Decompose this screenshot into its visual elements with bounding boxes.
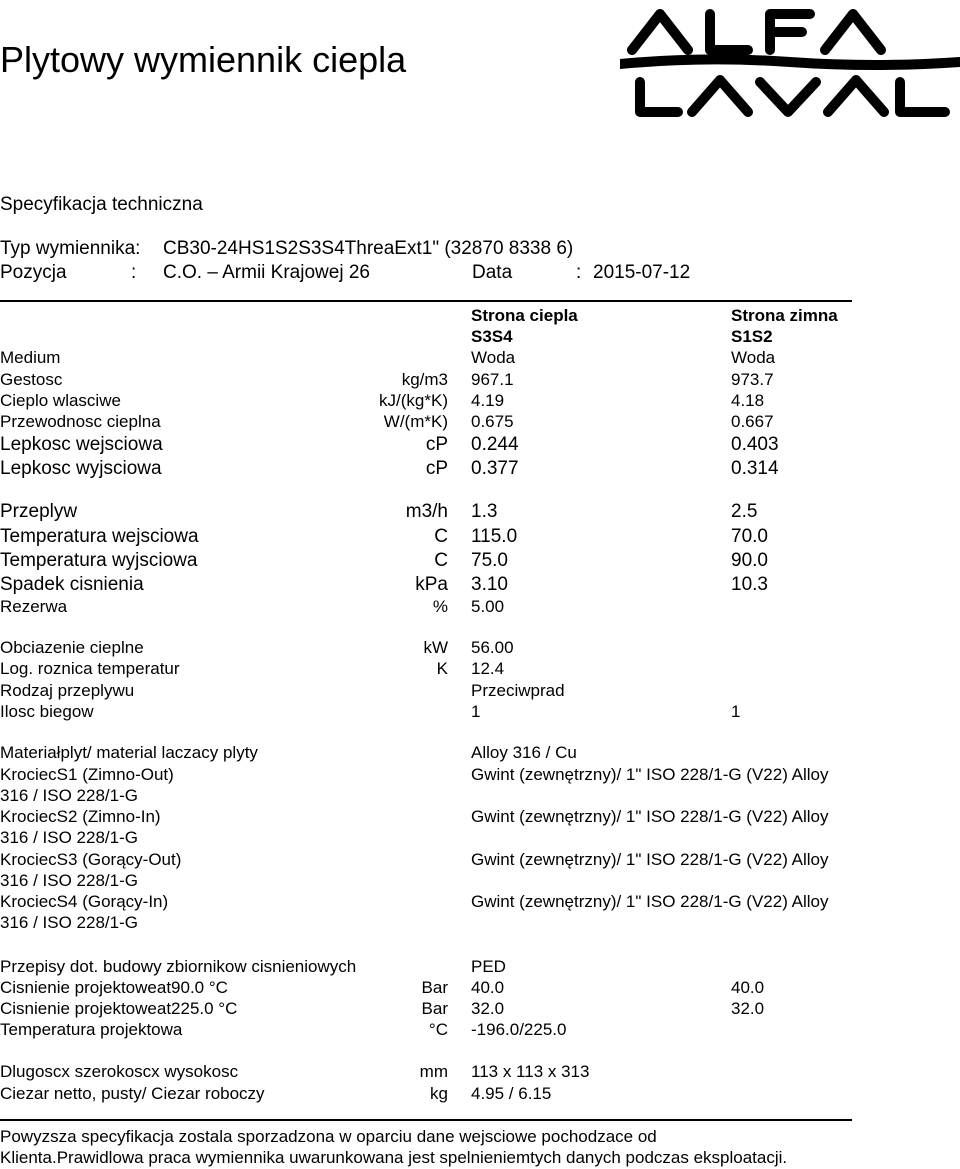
connection-label: KrociecS1 (Zimno-Out) <box>0 765 174 784</box>
row-unit: kg/m3 <box>401 370 448 389</box>
date-value: 2015-07-12 <box>593 262 691 283</box>
row-hot-value: 1.3 <box>471 501 498 522</box>
row-cold-value: 10.3 <box>731 574 768 595</box>
row-cold-value: 4.18 <box>731 391 765 410</box>
row-hot-value: 75.0 <box>471 550 508 571</box>
row-cold-value: 0.667 <box>731 412 774 431</box>
row-hot-value: 56.00 <box>471 638 514 657</box>
row-label: Lepkosc wejsciowa <box>0 434 163 455</box>
connection-value-cont: 316 / ISO 228/1-G <box>0 786 138 805</box>
row-hot-value: 12.4 <box>471 659 505 678</box>
row-hot-value: 32.0 <box>471 999 505 1018</box>
row-label: Temperatura wejsciowa <box>0 526 199 547</box>
row-label: Lepkosc wyjsciowa <box>0 458 162 479</box>
row-label: Przewodnosc cieplna <box>0 412 161 431</box>
connection-value-cont: 316 / ISO 228/1-G <box>0 871 138 890</box>
position-sep: : <box>131 262 137 283</box>
date-label: Data <box>472 262 513 283</box>
row-hot-value: Przeciwprad <box>471 681 565 700</box>
row-label: Cieplo wlasciwe <box>0 391 121 410</box>
date-sep: : <box>576 262 582 283</box>
row-unit: °C <box>428 1020 448 1039</box>
plate-material-label: Materiałplyt/ material laczacy plyty <box>0 743 258 762</box>
row-cold-value: 973.7 <box>731 370 774 389</box>
row-hot-value: Woda <box>471 348 516 367</box>
row-hot-value: 113 x 113 x 313 <box>471 1062 590 1081</box>
hot-side-title: Strona ciepla <box>471 306 578 325</box>
row-cold-value: 90.0 <box>731 550 768 571</box>
connection-value-cont: 316 / ISO 228/1-G <box>0 828 138 847</box>
row-label: Przepisy dot. budowy zbiornikow cisnieniowych <box>0 957 357 976</box>
row-unit: W/(m*K) <box>383 412 448 431</box>
connection-value: Gwint (zewnętrzny)/ 1" ISO 228/1-G (V22) Alloy <box>471 892 829 911</box>
row-hot-value: 3.10 <box>471 574 508 595</box>
row-cold-value: 0.403 <box>731 434 779 455</box>
connection-value: Gwint (zewnętrzny)/ 1" ISO 228/1-G (V22) Alloy <box>471 765 829 784</box>
row-label: Przeplyw <box>0 501 78 522</box>
divider <box>0 1119 852 1121</box>
page-title: Plytowy wymiennik ciepla <box>0 39 407 80</box>
cold-side-code: S1S2 <box>731 327 773 346</box>
row-unit: m3/h <box>405 501 448 522</box>
row-hot-value: 0.244 <box>471 434 519 455</box>
connection-label: KrociecS2 (Zimno-In) <box>0 807 161 826</box>
row-unit: C <box>434 550 448 571</box>
row-cold-value: 1 <box>731 702 741 721</box>
row-label: Ilosc biegow <box>0 702 94 721</box>
row-hot-value: 115.0 <box>471 526 518 547</box>
footer-line-1: Powyzsza specyfikacja zostala sporzadzona w oparciu dane wejsciowe pochodzace od <box>0 1127 657 1146</box>
row-label: Ciezar netto, pusty/ Ciezar roboczy <box>0 1084 265 1103</box>
row-label: Log. roznica temperatur <box>0 659 180 678</box>
row-hot-value: 5.00 <box>471 597 505 616</box>
row-unit: Bar <box>421 978 448 997</box>
row-cold-value: 0.314 <box>731 458 779 479</box>
row-hot-value: 4.19 <box>471 391 505 410</box>
row-unit: K <box>436 659 448 678</box>
position-label: Pozycja <box>0 262 67 283</box>
connection-label: KrociecS4 (Gorący-In) <box>0 892 169 911</box>
connection-value: Gwint (zewnętrzny)/ 1" ISO 228/1-G (V22) Alloy <box>471 807 829 826</box>
row-unit: kW <box>423 638 448 657</box>
row-hot-value: -196.0/225.0 <box>471 1020 567 1039</box>
row-unit: Bar <box>421 999 448 1018</box>
row-label: Gestosc <box>0 370 63 389</box>
row-unit: kJ/(kg*K) <box>379 391 448 410</box>
position-value: C.O. – Armii Krajowej 26 <box>163 262 370 283</box>
row-label: Spadek cisnienia <box>0 574 144 595</box>
row-unit: kPa <box>415 574 448 595</box>
row-label: Cisnienie projektoweat90.0 °C <box>0 978 228 997</box>
connection-value-cont: 316 / ISO 228/1-G <box>0 913 138 932</box>
row-cold-value: 2.5 <box>731 501 758 522</box>
row-label: Dlugoscx szerokoscx wysokosc <box>0 1062 239 1081</box>
connection-value: Gwint (zewnętrzny)/ 1" ISO 228/1-G (V22) Alloy <box>471 850 829 869</box>
row-label: Temperatura projektowa <box>0 1020 183 1039</box>
footer-line-2: Klienta.Prawidlowa praca wymiennika uwarunkowana jest spelnieniemtych danych podczas eksploatacji. <box>0 1148 788 1167</box>
row-unit: cP <box>425 458 448 479</box>
row-cold-value: 32.0 <box>731 999 765 1018</box>
alfa-laval-logo <box>620 2 960 120</box>
section-title: Specyfikacja techniczna <box>0 194 203 215</box>
connection-label: KrociecS3 (Gorący-Out) <box>0 850 182 869</box>
cold-side-title: Strona zimna <box>731 306 838 325</box>
type-value: CB30-24HS1S2S3S4ThreaExt1" (32870 8338 6) <box>163 238 574 259</box>
row-hot-value: 0.377 <box>471 458 519 479</box>
plate-material-value: Alloy 316 / Cu <box>471 743 577 762</box>
row-cold-value: Woda <box>731 348 776 367</box>
divider <box>0 300 852 302</box>
row-unit: cP <box>425 434 448 455</box>
row-cold-value: 70.0 <box>731 526 768 547</box>
row-label: Medium <box>0 348 61 367</box>
row-hot-value: 4.95 / 6.15 <box>471 1084 552 1103</box>
row-label: Rezerwa <box>0 597 68 616</box>
row-hot-value: 1 <box>471 702 481 721</box>
row-unit: C <box>434 526 448 547</box>
row-hot-value: 0.675 <box>471 412 514 431</box>
type-label: Typ wymiennika: <box>0 238 141 259</box>
hot-side-code: S3S4 <box>471 327 513 346</box>
row-cold-value: 40.0 <box>731 978 765 997</box>
row-unit: kg <box>430 1084 448 1103</box>
row-label: Temperatura wyjsciowa <box>0 550 198 571</box>
row-hot-value: 967.1 <box>471 370 514 389</box>
row-hot-value: PED <box>471 957 506 976</box>
row-hot-value: 40.0 <box>471 978 505 997</box>
row-unit: mm <box>419 1062 448 1081</box>
row-label: Rodzaj przeplywu <box>0 681 135 700</box>
row-unit: % <box>432 597 448 616</box>
row-label: Cisnienie projektoweat225.0 °C <box>0 999 238 1018</box>
row-label: Obciazenie cieplne <box>0 638 144 657</box>
